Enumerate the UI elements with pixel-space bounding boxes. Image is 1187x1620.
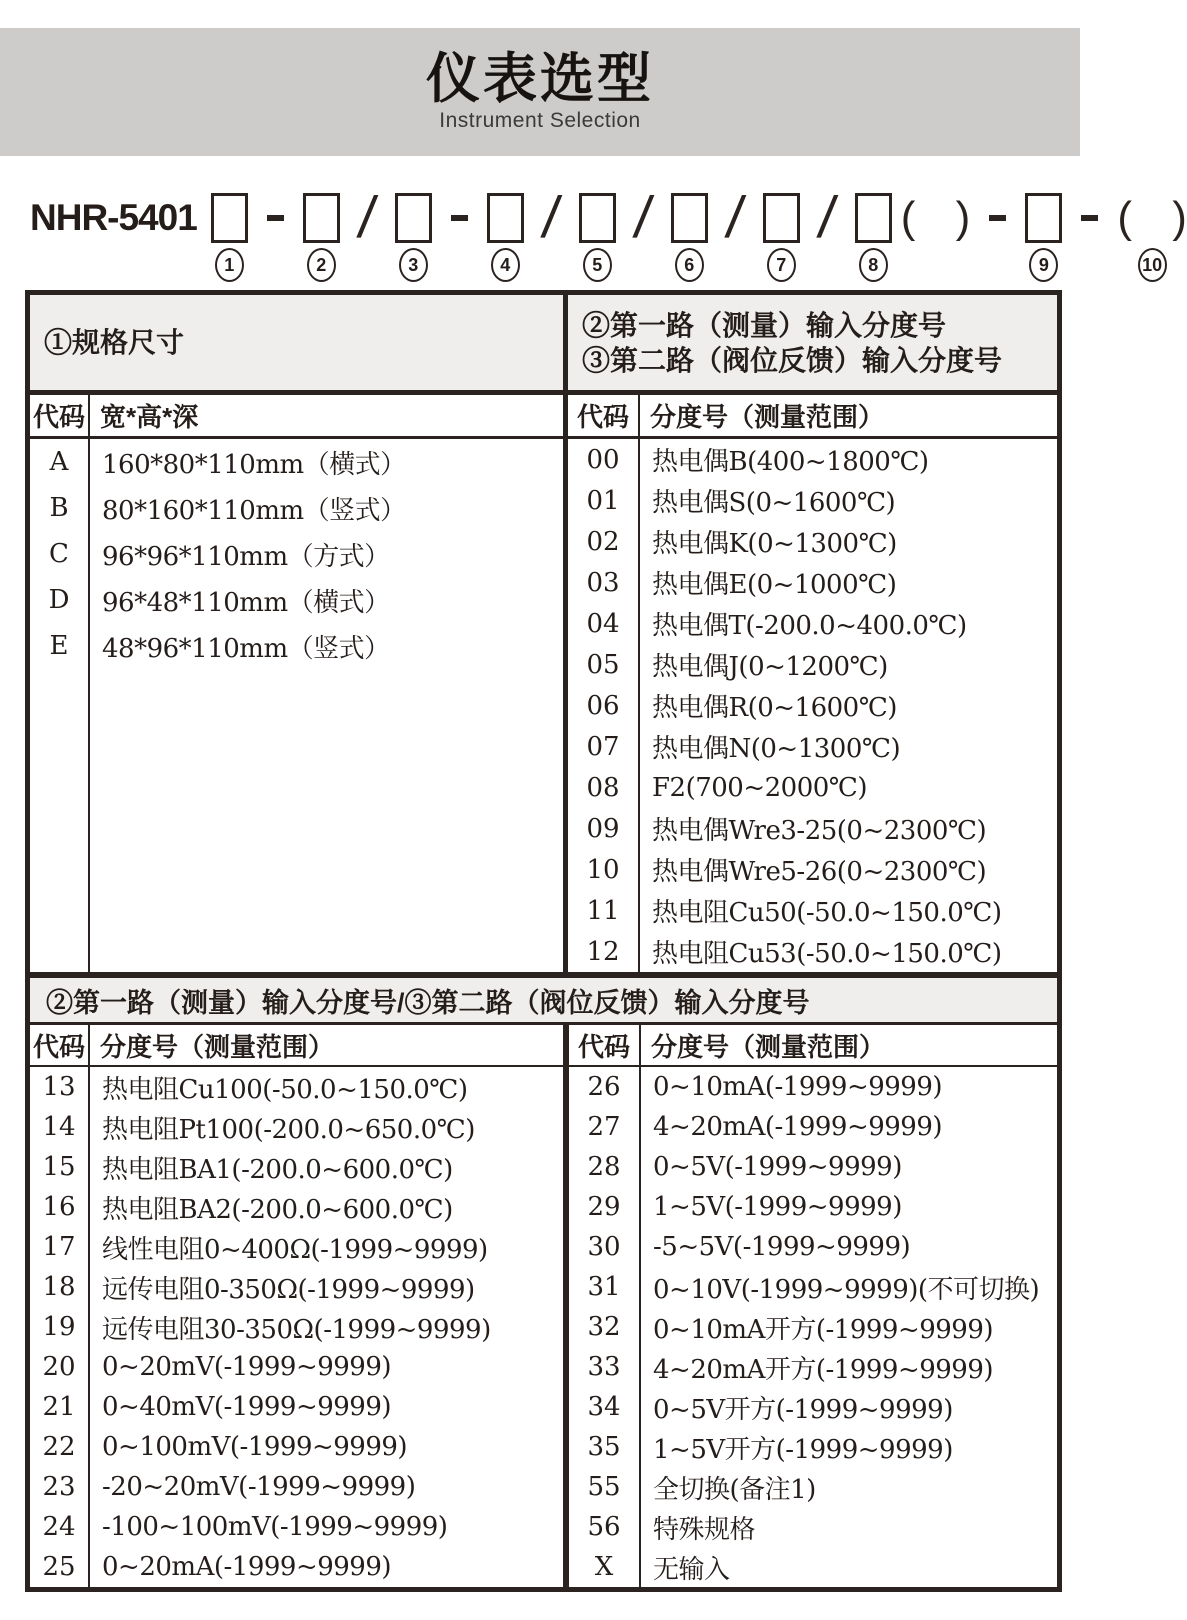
code-segment bbox=[1071, 192, 1108, 282]
range-cell: 远传电阻30-350Ω(-1999~9999) bbox=[102, 1314, 491, 1345]
code-cell: 34 bbox=[569, 1387, 641, 1427]
code-cell: 10 bbox=[568, 849, 640, 890]
code-segment bbox=[441, 192, 478, 282]
range-cell: 热电偶T(-200.0~400.0℃) bbox=[652, 611, 967, 641]
section-input-codes-1 bbox=[568, 295, 1057, 972]
slash-separator: / bbox=[814, 185, 840, 250]
range-cell: 0~20mV(-1999~9999) bbox=[102, 1352, 392, 1382]
code-cell: 33 bbox=[569, 1347, 641, 1387]
code-segment bbox=[487, 192, 524, 282]
code-segment bbox=[979, 192, 1016, 282]
section-input-codes-left bbox=[30, 1025, 563, 1587]
code-box bbox=[855, 193, 892, 243]
page-title: 仪表选型 bbox=[426, 48, 654, 109]
code-cell: 04 bbox=[568, 603, 640, 644]
position-marker: 3 bbox=[399, 248, 428, 282]
empty-area bbox=[30, 669, 563, 972]
code-segment bbox=[901, 192, 971, 282]
code-box bbox=[579, 193, 616, 243]
position-marker: 5 bbox=[583, 248, 612, 282]
table-row bbox=[569, 1507, 1057, 1547]
range-cell: 0~40mV(-1999~9999) bbox=[102, 1392, 392, 1422]
table-row bbox=[569, 1467, 1057, 1507]
range-cell: 远传电阻0-350Ω(-1999~9999) bbox=[102, 1274, 475, 1305]
table-row bbox=[30, 1307, 563, 1347]
table-row bbox=[568, 726, 1057, 767]
code-segment bbox=[671, 192, 708, 282]
column-header-code: 代码 bbox=[30, 395, 90, 436]
table-row bbox=[568, 562, 1057, 603]
table-row bbox=[30, 1107, 563, 1147]
column-header-range: 分度号（测量范围） bbox=[100, 1031, 335, 1062]
table-row bbox=[30, 531, 563, 577]
table-top bbox=[30, 295, 1057, 972]
section-header-dimensions: ①规格尺寸 bbox=[30, 295, 563, 395]
range-cell: 特殊规格 bbox=[653, 1514, 756, 1545]
code-cell: 24 bbox=[30, 1507, 90, 1547]
table-row bbox=[30, 1187, 563, 1227]
code-cell: 23 bbox=[30, 1467, 90, 1507]
header-line-2: ③第二路（阀位反馈）输入分度号 bbox=[582, 344, 1003, 376]
slash-separator: / bbox=[630, 185, 656, 250]
range-cell: 4~20mA开方(-1999~9999) bbox=[653, 1354, 994, 1385]
position-marker: 9 bbox=[1029, 248, 1058, 282]
table-row bbox=[569, 1387, 1057, 1427]
code-cell: 28 bbox=[569, 1147, 641, 1187]
range-cell: 热电偶R(0~1600℃) bbox=[652, 693, 897, 723]
code-segment bbox=[1025, 192, 1062, 282]
code-segment bbox=[625, 185, 662, 282]
empty-code-column bbox=[30, 669, 90, 972]
table-row bbox=[30, 439, 563, 485]
code-cell: 01 bbox=[568, 480, 640, 521]
input-code-rows bbox=[30, 1067, 563, 1587]
code-cell: 29 bbox=[569, 1187, 641, 1227]
code-cell: 15 bbox=[30, 1147, 90, 1187]
range-cell: 热电阻BA2(-200.0~600.0℃) bbox=[102, 1194, 453, 1225]
code-segment bbox=[349, 185, 386, 282]
range-cell: 0~10mA开方(-1999~9999) bbox=[653, 1314, 994, 1345]
code-cell: 13 bbox=[30, 1067, 90, 1107]
code-cell: 12 bbox=[568, 931, 640, 972]
range-cell: 0~5V(-1999~9999) bbox=[653, 1152, 902, 1182]
table-row bbox=[569, 1107, 1057, 1147]
position-marker: 6 bbox=[675, 248, 704, 282]
code-box bbox=[395, 193, 432, 243]
range-cell: 热电阻Cu100(-50.0~150.0℃) bbox=[102, 1074, 468, 1105]
code-box bbox=[303, 193, 340, 243]
range-cell: 0~10mA(-1999~9999) bbox=[653, 1072, 943, 1102]
code-segment bbox=[855, 192, 892, 282]
table-row bbox=[568, 849, 1057, 890]
table-row bbox=[30, 1067, 563, 1107]
model-code-row bbox=[211, 185, 1187, 282]
code-segment bbox=[1117, 192, 1187, 282]
column-header-row bbox=[569, 1025, 1057, 1067]
range-cell: 热电偶Wre5-26(0~2300℃) bbox=[652, 857, 987, 887]
table-row bbox=[30, 1347, 563, 1387]
page-subtitle: Instrument Selection bbox=[439, 109, 641, 133]
code-cell: 22 bbox=[30, 1427, 90, 1467]
range-cell: 热电阻Cu50(-50.0~150.0℃) bbox=[652, 898, 1002, 928]
code-cell: C bbox=[30, 531, 90, 577]
range-cell: 热电偶Wre3-25(0~2300℃) bbox=[652, 816, 987, 846]
code-cell: 35 bbox=[569, 1427, 641, 1467]
code-segment bbox=[579, 192, 616, 282]
code-cell: 31 bbox=[569, 1267, 641, 1307]
code-segment bbox=[395, 192, 432, 282]
range-cell: -100~100mV(-1999~9999) bbox=[102, 1512, 448, 1542]
range-cell: 1~5V开方(-1999~9999) bbox=[653, 1434, 953, 1465]
dash-separator bbox=[267, 215, 284, 221]
dimensions-rows bbox=[30, 439, 563, 972]
range-cell: 热电偶J(0~1200℃) bbox=[652, 652, 888, 682]
code-cell: 06 bbox=[568, 685, 640, 726]
table-row bbox=[569, 1227, 1057, 1267]
code-cell: 00 bbox=[568, 439, 640, 480]
column-header-code: 代码 bbox=[568, 395, 640, 436]
code-cell: 03 bbox=[568, 562, 640, 603]
code-segment bbox=[809, 185, 846, 282]
code-cell: 25 bbox=[30, 1547, 90, 1587]
table-row bbox=[569, 1147, 1057, 1187]
range-cell: 热电偶N(0~1300℃) bbox=[652, 734, 901, 764]
table-row bbox=[568, 521, 1057, 562]
section-header-input-codes bbox=[568, 295, 1057, 395]
code-box bbox=[211, 193, 248, 243]
code-cell: X bbox=[569, 1547, 641, 1587]
code-cell: 19 bbox=[30, 1307, 90, 1347]
table-row bbox=[569, 1307, 1057, 1347]
code-segment bbox=[257, 192, 294, 282]
range-cell: 全切换(备注1) bbox=[653, 1474, 816, 1505]
code-box bbox=[763, 193, 800, 243]
table-row bbox=[30, 623, 563, 669]
code-cell: 08 bbox=[568, 767, 640, 808]
slash-separator: / bbox=[722, 185, 748, 250]
column-header-code: 代码 bbox=[569, 1025, 641, 1065]
range-cell: 热电阻BA1(-200.0~600.0℃) bbox=[102, 1154, 453, 1185]
slash-separator: / bbox=[354, 185, 380, 250]
table-row bbox=[569, 1187, 1057, 1227]
table-row bbox=[569, 1547, 1057, 1587]
code-cell: B bbox=[30, 485, 90, 531]
table-row bbox=[568, 808, 1057, 849]
header-line-1: ②第一路（测量）输入分度号 bbox=[582, 309, 947, 341]
column-header-row bbox=[568, 395, 1057, 439]
column-header-range: 分度号（测量范围） bbox=[651, 1031, 886, 1062]
dash-separator bbox=[1081, 215, 1098, 221]
table-row bbox=[569, 1067, 1057, 1107]
table-row bbox=[30, 1427, 563, 1467]
code-cell: 55 bbox=[569, 1467, 641, 1507]
range-cell: 热电阻Pt100(-200.0~650.0℃) bbox=[102, 1114, 475, 1145]
range-cell: -20~20mV(-1999~9999) bbox=[102, 1472, 416, 1502]
table-row bbox=[30, 1507, 563, 1547]
range-cell: 4~20mA(-1999~9999) bbox=[653, 1112, 943, 1142]
input-code-rows bbox=[569, 1067, 1057, 1587]
table-row bbox=[568, 890, 1057, 931]
column-header-range: 分度号（测量范围） bbox=[650, 402, 885, 432]
range-cell: 96*48*110mm（横式） bbox=[102, 587, 390, 618]
code-cell: 21 bbox=[30, 1387, 90, 1427]
position-marker: 2 bbox=[307, 248, 336, 282]
code-box bbox=[487, 193, 524, 243]
code-segment bbox=[763, 192, 800, 282]
range-cell: 48*96*110mm（竖式） bbox=[102, 633, 390, 664]
table-row bbox=[30, 1147, 563, 1187]
table-row bbox=[568, 480, 1057, 521]
table-row bbox=[569, 1267, 1057, 1307]
code-cell: D bbox=[30, 577, 90, 623]
table-row bbox=[569, 1347, 1057, 1387]
code-cell: A bbox=[30, 439, 90, 485]
section-dimensions bbox=[30, 295, 563, 972]
column-header-row bbox=[30, 395, 563, 439]
table-row bbox=[568, 644, 1057, 685]
table-row bbox=[568, 439, 1057, 480]
range-cell: 热电偶K(0~1300℃) bbox=[652, 529, 897, 559]
code-cell: 02 bbox=[568, 521, 640, 562]
range-cell: 热电偶B(400~1800℃) bbox=[652, 447, 929, 477]
code-cell: 05 bbox=[568, 644, 640, 685]
code-cell: 26 bbox=[569, 1067, 641, 1107]
section-input-codes-right bbox=[569, 1025, 1057, 1587]
range-cell: 热电偶E(0~1000℃) bbox=[652, 570, 897, 600]
code-cell: 27 bbox=[569, 1107, 641, 1147]
model-code bbox=[30, 185, 1187, 282]
code-cell: E bbox=[30, 623, 90, 669]
range-cell: 无输入 bbox=[653, 1554, 730, 1585]
range-cell: -5~5V(-1999~9999) bbox=[653, 1232, 911, 1262]
code-segment bbox=[211, 192, 248, 282]
range-cell: 线性电阻0~400Ω(-1999~9999) bbox=[102, 1234, 488, 1265]
range-cell: 1~5V(-1999~9999) bbox=[653, 1192, 902, 1222]
range-cell: 0~5V开方(-1999~9999) bbox=[653, 1394, 953, 1425]
code-segment bbox=[717, 185, 754, 282]
column-header-code: 代码 bbox=[30, 1025, 90, 1065]
table-row bbox=[30, 1467, 563, 1507]
code-cell: 18 bbox=[30, 1267, 90, 1307]
code-cell: 32 bbox=[569, 1307, 641, 1347]
table-row bbox=[568, 767, 1057, 808]
table-row bbox=[568, 603, 1057, 644]
column-header-spec: 宽*高*深 bbox=[100, 402, 199, 432]
position-marker: 4 bbox=[491, 248, 520, 282]
range-cell: 热电阻Cu53(-50.0~150.0℃) bbox=[652, 939, 1002, 969]
input-code-rows bbox=[568, 439, 1057, 972]
column-header-row bbox=[30, 1025, 563, 1067]
range-cell: 96*96*110mm（方式） bbox=[102, 541, 390, 572]
table-row bbox=[30, 1547, 563, 1587]
table-row bbox=[30, 1227, 563, 1267]
selection-table bbox=[25, 290, 1062, 1592]
code-cell: 07 bbox=[568, 726, 640, 767]
range-cell: 0~100mV(-1999~9999) bbox=[102, 1432, 408, 1462]
parentheses: ( ) bbox=[900, 193, 971, 242]
dash-separator bbox=[451, 215, 468, 221]
range-cell: 160*80*110mm（横式） bbox=[102, 449, 406, 480]
slash-separator: / bbox=[538, 185, 564, 250]
code-segment bbox=[533, 185, 570, 282]
code-cell: 11 bbox=[568, 890, 640, 931]
range-cell: 0~20mA(-1999~9999) bbox=[102, 1552, 392, 1582]
table-row bbox=[30, 1387, 563, 1427]
code-segment bbox=[303, 192, 340, 282]
table-row bbox=[568, 685, 1057, 726]
position-marker: 1 bbox=[215, 248, 244, 282]
table-row bbox=[568, 931, 1057, 972]
parentheses: ( ) bbox=[1117, 193, 1187, 242]
range-cell: 0~10V(-1999~9999)(不可切换) bbox=[653, 1274, 1040, 1305]
position-marker: 8 bbox=[859, 248, 888, 282]
code-box bbox=[1025, 193, 1062, 243]
code-box bbox=[671, 193, 708, 243]
code-cell: 09 bbox=[568, 808, 640, 849]
code-cell: 30 bbox=[569, 1227, 641, 1267]
position-marker: 10 bbox=[1138, 248, 1167, 282]
code-cell: 14 bbox=[30, 1107, 90, 1147]
range-cell: 80*160*110mm（竖式） bbox=[102, 495, 406, 526]
range-cell: 热电偶S(0~1600℃) bbox=[652, 488, 896, 518]
table-bottom bbox=[30, 1025, 1057, 1587]
position-marker: 7 bbox=[767, 248, 796, 282]
page-header bbox=[0, 28, 1080, 156]
table-row bbox=[30, 577, 563, 623]
code-cell: 17 bbox=[30, 1227, 90, 1267]
range-cell: F2(700~2000℃) bbox=[652, 772, 868, 803]
dash-separator bbox=[989, 215, 1006, 221]
table-row bbox=[30, 1267, 563, 1307]
code-cell: 16 bbox=[30, 1187, 90, 1227]
table-row bbox=[569, 1427, 1057, 1467]
table-row bbox=[30, 485, 563, 531]
model-prefix: NHR-5401 bbox=[30, 197, 197, 238]
code-cell: 56 bbox=[569, 1507, 641, 1547]
code-cell: 20 bbox=[30, 1347, 90, 1387]
section-header-input-codes-2: ②第一路（测量）输入分度号/③第二路（阀位反馈）输入分度号 bbox=[30, 972, 1057, 1025]
